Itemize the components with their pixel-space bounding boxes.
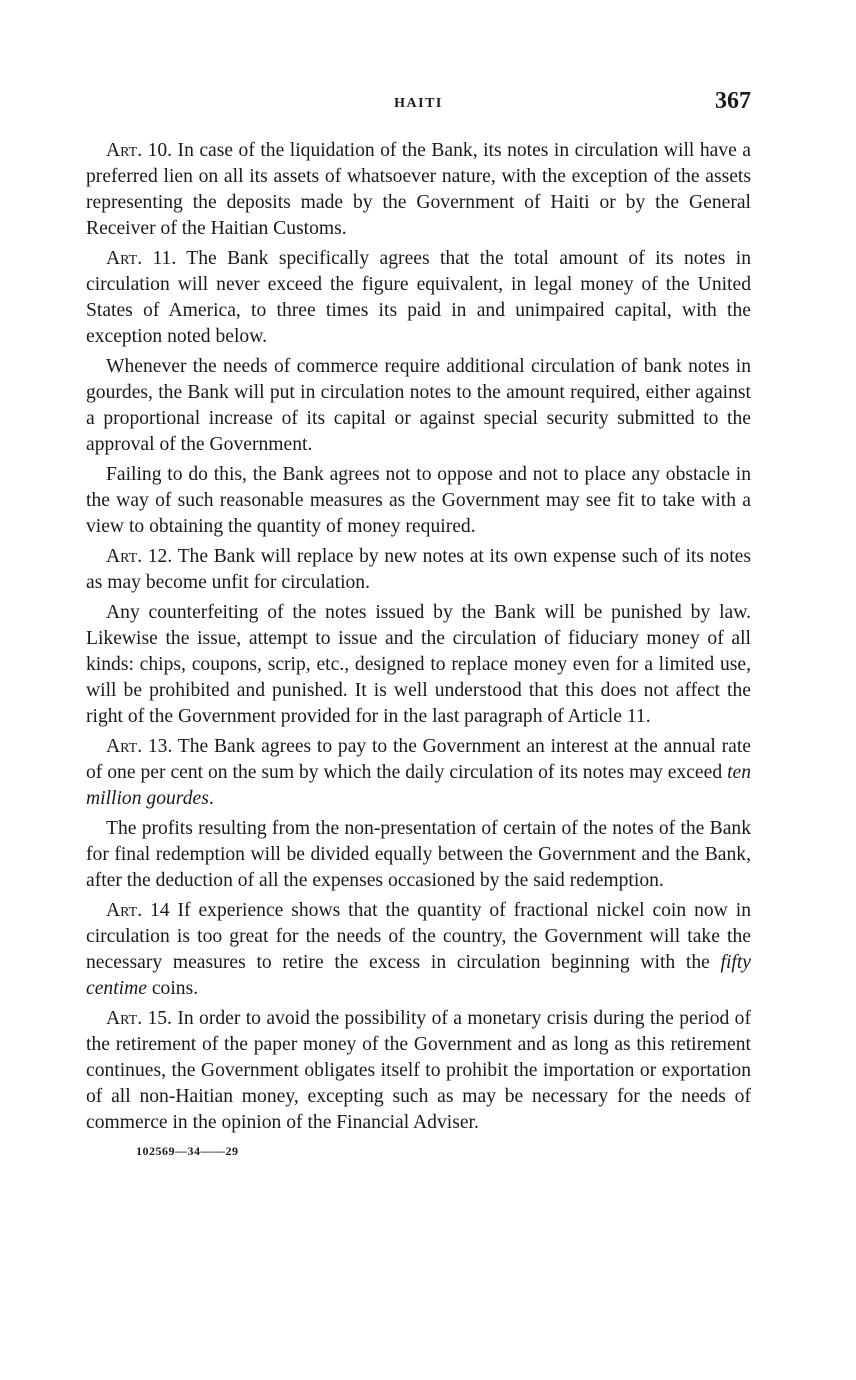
paragraph-text: Failing to do this, the Bank agrees not to oppose and not to place any obstacle in the way of such reasonable measures as the Government may see fit to take with a view to obtaining the quantity of money required. <box>86 464 751 537</box>
paragraph-art-13 <box>86 734 751 812</box>
print-code: 102569—34——29 <box>136 1144 239 1158</box>
article-label: Art. 11. <box>106 248 177 269</box>
article-label: Art. 14 <box>106 900 170 921</box>
paragraph-art-11 <box>86 246 751 350</box>
article-label: Art. 15. <box>106 1008 172 1029</box>
article-label: Art. 13. <box>106 736 173 757</box>
paragraph-text: Any counterfeiting of the notes issued by the Bank will be punished by law. Likewise the issue, attempt to issue and the circulation of fiduciary money of all kinds: chips, coupons, scrip, etc., designed to replace money even for a limited use, will be prohibited and punished. It is well understood that this does not affect the right of the Government provided for in the last paragraph of Article 11. <box>86 602 751 727</box>
body-text <box>86 138 751 1136</box>
paragraph-tail: coins. <box>146 978 199 999</box>
article-label: Art. 10. <box>106 140 173 161</box>
page-header <box>86 88 751 124</box>
paragraph-text: In case of the liquidation of the Bank, its notes in circulation will have a preferred lien on all its assets of whatsoever nature, with the exception of the assets representing the deposits made by the Government of Haiti or by the General Receiver of the Haitian Customs. <box>86 140 751 239</box>
page-number: 367 <box>715 88 751 114</box>
paragraph-profits <box>86 816 751 894</box>
paragraph-counterfeiting <box>86 600 751 730</box>
paragraph-text: The Bank specifically agrees that the total amount of its notes in circulation will never exceed the figure equivalent, in legal money of the United States of America, to three times its paid in and unimpaired capital, with the exception noted below. <box>86 248 751 347</box>
document-page <box>86 88 751 1159</box>
article-label: Art. 12. <box>106 546 173 567</box>
paragraph-text: In order to avoid the possibility of a monetary crisis during the period of the retirement of the paper money of the Government and as long as this retirement continues, the Government obligates itself to prohibit the importation or exportation of all non-Haitian money, excepting such as may be necessary for the needs of commerce in the opinion of the Financial Adviser. <box>86 1008 751 1133</box>
paragraph-art-12 <box>86 544 751 596</box>
paragraph-text: The profits resulting from the non-presentation of certain of the notes of the Bank for final redemption will be divided equally between the Government and the Bank, after the deduction of all the expenses occasioned by the said redemption. <box>86 818 751 891</box>
paragraph-art-14 <box>86 898 751 1002</box>
italic-phrase: ten million gourdes <box>86 762 751 809</box>
italic-phrase: fifty centime <box>86 952 751 999</box>
paragraph-gourdes-circulation <box>86 354 751 458</box>
paragraph-art-15 <box>86 1006 751 1136</box>
paragraph-art-10 <box>86 138 751 242</box>
paragraph-tail: . <box>208 788 214 809</box>
paragraph-text: The Bank will replace by new notes at its own expense such of its notes as may become unfit for circulation. <box>86 546 751 593</box>
paragraph-failing <box>86 462 751 540</box>
paragraph-text: The Bank agrees to pay to the Government an interest at the annual rate of one per cent on the sum by which the daily circulation of its notes may exceed <box>86 736 751 783</box>
running-head: HAITI <box>394 96 443 111</box>
paragraph-text: If experience shows that the quantity of fractional nickel coin now in circulation is too great for the needs of the country, the Government will take the necessary measures to retire the excess in circulation beginning with the <box>86 900 751 973</box>
paragraph-text: Whenever the needs of commerce require additional circulation of bank notes in gourdes, the Bank will put in circulation notes to the amount required, either against a proportional increase of its capital or against special security submitted to the approval of the Government. <box>86 356 751 455</box>
